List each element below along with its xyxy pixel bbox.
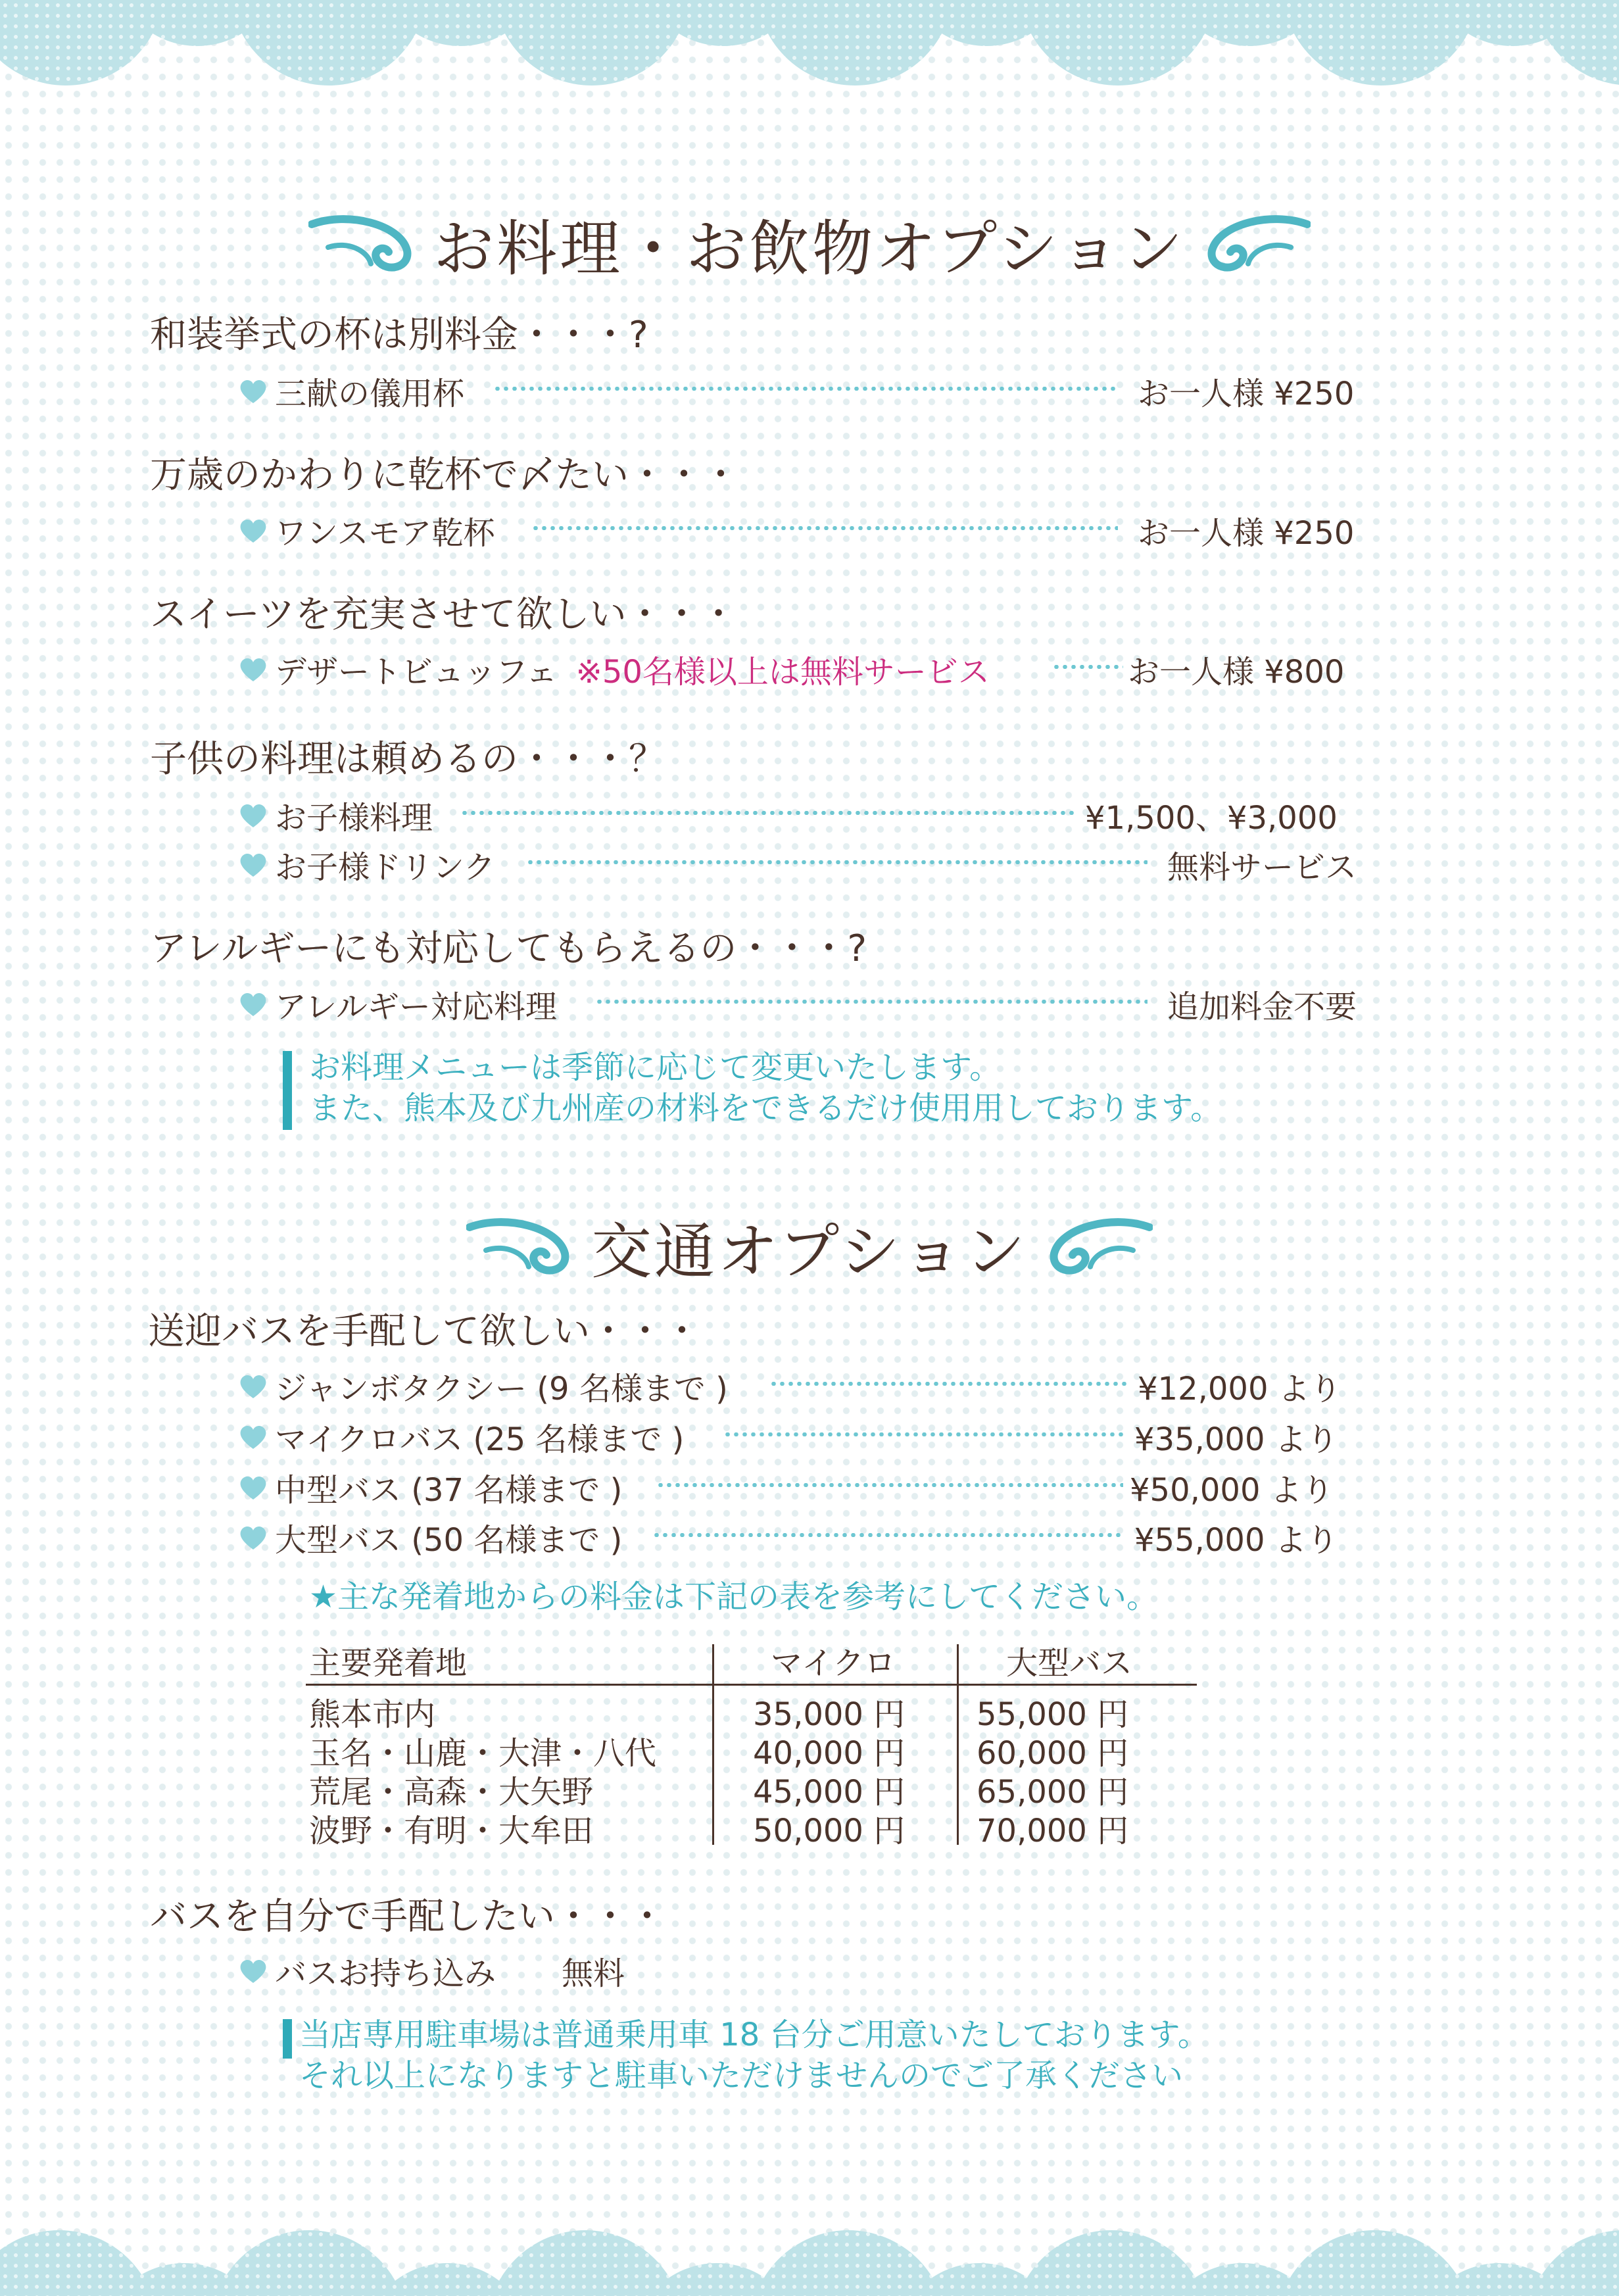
table-divider [957, 1644, 959, 1845]
question-own-bus: バスを自分で手配したい・・・ [150, 1895, 665, 1938]
leader-dots [531, 526, 1118, 530]
list-item [238, 508, 495, 553]
table-cell: 65,000 円 [977, 1774, 1129, 1811]
question-1: 和装挙式の杯は別料金・・・? [150, 314, 648, 356]
leader-dots [652, 1533, 1124, 1537]
leader-dots [460, 811, 1075, 815]
heart-icon [238, 852, 268, 878]
list-item [238, 1363, 728, 1409]
item-label: ジャンボタクシー (9 名様まで ) [275, 1371, 728, 1407]
question-3: スイーツを充実させて欲しい・・・ [150, 593, 737, 636]
leader-dots [526, 860, 1148, 864]
list-item [238, 1414, 684, 1459]
item-price: ¥55,000 より [1134, 1522, 1338, 1559]
question-2: 万歳のかわりに乾杯で〆たい・・・ [150, 454, 739, 497]
item-price: 追加料金不要 [1167, 989, 1357, 1025]
question-5: アレルギーにも対応してもらえるの・・・? [150, 927, 867, 970]
item-label: 中型バス (37 名様まで ) [275, 1472, 623, 1509]
notice-bar [283, 1051, 292, 1130]
list-item [238, 1948, 625, 1993]
item-price: ¥12,000 より [1138, 1371, 1341, 1407]
item-price: 無料 [562, 1955, 625, 1992]
question-bus: 送迎バスを手配して欲しい・・・ [148, 1310, 700, 1353]
notice-bar [283, 2019, 292, 2059]
item-price: お一人様 ¥250 [1138, 376, 1355, 412]
list-item [238, 368, 464, 414]
item-label: 大型バス (50 名様まで ) [275, 1522, 623, 1559]
table-cell: 40,000 円 [753, 1735, 906, 1772]
free-service-note: ※50名様以上は無料サービス [575, 654, 990, 691]
leader-dots [769, 1382, 1128, 1386]
table-cell: 熊本市内 [309, 1696, 436, 1733]
leader-dots [1052, 665, 1123, 669]
item-label: マイクロバス (25 名様まで ) [275, 1421, 685, 1458]
list-item [238, 1465, 622, 1510]
item-label: お子様料理 [275, 800, 433, 837]
item-label: ワンスモア乾杯 [275, 515, 495, 552]
section-title-transport [0, 1204, 1619, 1290]
table-divider [306, 1684, 1197, 1686]
heart-icon [238, 1424, 268, 1450]
list-item [238, 1515, 622, 1560]
heart-icon [238, 1373, 268, 1400]
item-label: デザートビュッフェ [275, 654, 558, 691]
section-title-text: お料理・お飲物オプション [433, 214, 1186, 284]
flourish-right-icon [1041, 1214, 1153, 1280]
list-item [238, 647, 990, 692]
leader-dots [656, 1483, 1123, 1487]
table-header-micro: マイクロ [771, 1645, 896, 1682]
item-label: 三献の儀用杯 [275, 376, 465, 412]
table-cell: 35,000 円 [753, 1696, 906, 1733]
heart-icon [238, 1475, 268, 1501]
list-item [238, 793, 433, 838]
flourish-left-icon [466, 1214, 578, 1280]
notice-line: 当店専用駐車場は普通乗用車 18 台分ご用意いたしております。 [299, 2016, 1209, 2053]
table-note: ★主な発着地からの料金は下記の表を参考にしてください。 [309, 1578, 1159, 1615]
list-item [238, 981, 557, 1027]
heart-icon [238, 518, 268, 544]
lace-border-top [0, 0, 1619, 99]
item-price: お一人様 ¥250 [1138, 515, 1355, 552]
heart-icon [238, 378, 268, 404]
heart-icon [238, 1958, 268, 1984]
table-divider [712, 1644, 714, 1845]
table-cell: 波野・有明・大牟田 [309, 1813, 594, 1849]
table-cell: 45,000 円 [753, 1774, 906, 1811]
heart-icon [238, 802, 268, 829]
item-label: お子様ドリンク [275, 849, 496, 886]
table-cell: 60,000 円 [977, 1735, 1129, 1772]
section-title-food [0, 201, 1619, 287]
table-header-large: 大型バス [1006, 1645, 1133, 1682]
table-cell: 70,000 円 [977, 1813, 1129, 1849]
table-cell: 玉名・山鹿・大津・八代 [309, 1735, 657, 1772]
leader-dots [595, 1000, 1148, 1004]
table-cell: 55,000 円 [977, 1696, 1129, 1733]
lace-border-bottom [0, 2197, 1619, 2296]
heart-icon [238, 991, 268, 1017]
heart-icon [238, 656, 268, 683]
table-cell: 荒尾・高森・大矢野 [309, 1774, 594, 1811]
leader-dots [493, 387, 1118, 391]
notice-food [309, 1047, 1222, 1129]
table-cell: 50,000 円 [753, 1813, 906, 1849]
item-price: お一人様 ¥800 [1128, 654, 1345, 691]
item-price: ¥1,500、¥3,000 [1085, 800, 1338, 837]
notice-line: お料理メニューは季節に応じて変更いたします。 [309, 1049, 1002, 1086]
list-item [238, 842, 495, 887]
notice-parking [299, 2015, 1209, 2096]
item-label: アレルギー対応料理 [275, 989, 557, 1025]
flourish-right-icon [1199, 211, 1311, 277]
notice-line: それ以上になりますと駐車いただけませんのでご了承ください [299, 2057, 1184, 2094]
table-header-origin: 主要発着地 [309, 1645, 468, 1682]
flourish-left-icon [308, 211, 420, 277]
heart-icon [238, 1525, 268, 1551]
leader-dots [723, 1432, 1124, 1436]
item-price: ¥50,000 より [1130, 1472, 1334, 1509]
question-4: 子供の料理は頼めるの・・・？ [150, 738, 665, 781]
item-price: ¥35,000 より [1134, 1421, 1338, 1458]
item-label: バスお持ち込み [275, 1955, 496, 1992]
item-price: 無料サービス [1167, 849, 1357, 886]
section-title-text: 交通オプション [591, 1217, 1028, 1287]
notice-line: また、熊本及び九州産の材料をできるだけ使用用しております。 [309, 1090, 1222, 1127]
